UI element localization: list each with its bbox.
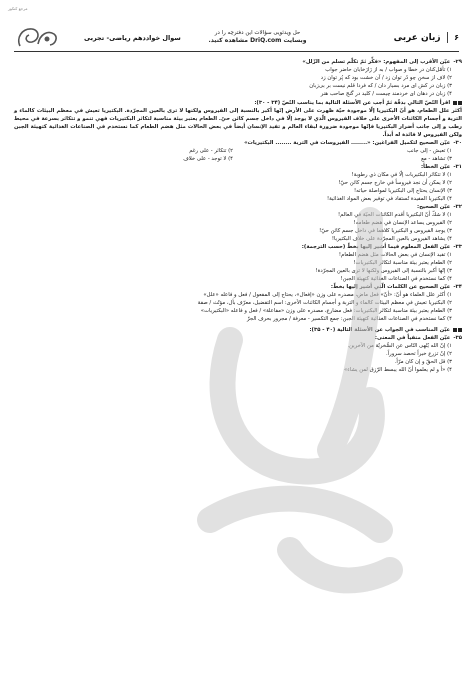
option: ۲) لاف از سخن چو دُر توان زد / آن خشت بود که پُر توان زد [320, 75, 452, 81]
option: ۱) لا شكّ أنّ البكتيريا أقدم الكائنات الحيّة في العالم! [338, 212, 452, 219]
page-header [14, 26, 459, 52]
square-bullet-icon [458, 328, 462, 332]
section-heading-2 [14, 326, 462, 334]
question-31 [14, 163, 462, 171]
option: ۱) لا تتكاثر البكتيريات إلّا في مكان ذي رطوبة! [351, 172, 452, 179]
spacer [14, 323, 462, 325]
question-33 [14, 243, 462, 251]
option: ۱) إنّ الله يُنْهى النّاس عن السُّخريّة من الآخرين. [347, 343, 452, 350]
question-text: عيّن الفعل منفياً في المعنى: [374, 335, 451, 342]
question-number: ۳۳- [453, 244, 462, 251]
option: ۴) البكتيريا المفيدة تُستفاد في توفير بعض المواد الغذائية! [326, 196, 452, 203]
exam-title: سوال خواددهم ریاضی- تجربی [84, 34, 181, 42]
question-number: ۳۴- [453, 284, 462, 291]
option: ۱) تفيد الإنسان في بعض الحالات مثل هضم الطعام! [338, 252, 452, 259]
question-number: ۳۰- [453, 140, 462, 147]
option: ۲) البكتيريا تعيش في معظم البيئات كالماء و التربة و أجسام الكائنات الأخرى: اسم التفضيل، معرّف بأل، مؤنّث / صفة [197, 300, 452, 307]
question-text: عيّن الخطأ: [421, 164, 451, 171]
option: ۳) تشاهد - مع [421, 156, 452, 163]
video-solution-note [190, 29, 325, 45]
option: ۴) لا توجد - على خلاف [183, 156, 233, 163]
question-number: ۳۵- [453, 335, 462, 342]
question-text: عيّن الفعل المعلوم فيما أشير إليها بخطّ (حسب الترجمة): [301, 244, 451, 251]
question-30 [14, 139, 462, 147]
section-heading-text: اقرأ النّصّ التالي بدقّة ثمّ أجب عن الأسئلة التالية بما يناسب النّصّ (۳۴ - ۳۰): [254, 100, 451, 106]
option: ۴) زبان در دهان ای خردمند چیست / کلید در گنج صاحب هنر [320, 91, 452, 97]
header-right [394, 32, 459, 43]
option: ۳) قل الحقّ و إن كان مرّاً. [394, 359, 452, 366]
question-34 [14, 283, 462, 291]
question-32 [14, 203, 462, 211]
reading-passage: أكثر علل الطعام، هو أنّ البكتيريا إلّا موجودة حيّة ظهرت على الأرض إنّها أكبر بالنسبة إلى الفيروس ولكنها لا ترى بالعين المجرّدة. البكتيريا تعيش في معظم البيئات كالماء و التربة و أجسام الكائنات الأخرى على خلاف الفيروس الّذي لا يوجد إلّا في داخل جسم كائن حيّ. الطعام يعتبر بيئة مناسبة لتكاثر البكتيريات فهي تنمو و تتكاثر بسرعة في محيط رطب و إلى جانب أضرار البكتيريا فإنّها موجودة ضرورة لبقاء العالم و تفيد الإنسان أيضاً في بعض الحالات مثل هضم الطعام كما نستخدم في الصناعات الغذائية كتهيئة الجبن ولكن الفيروس لا فائدة له أبداً. [14, 108, 462, 139]
square-bullet-icon [458, 101, 462, 105]
square-bullet-icon [453, 328, 457, 332]
option: ۱) تأمّل‌کنان در خطا و صواب / به از ژاژخایان حاضر جواب [325, 67, 452, 73]
option: ۲) الطعام يعتبر بيئة مناسبة لتكاثر البكتيريات! [353, 260, 452, 267]
question-text: عيّن الأقرب إلى المفهوم: «فكِّر ثمّ تكلّم تسلم من الزّلل» [302, 59, 451, 65]
option: ۳) الطعام يعتبر بيئة مناسبة لتكاثر البكتيريات: فعل مضارع، مصدره على وزن «مفاعلة» / فعل و فاعله «البكتيريات» [200, 308, 452, 315]
header-divider [447, 32, 449, 43]
option: ۳) زبان در کش ای مرد بسیار دان / که فردا قلم نیست بر بی‌زبان [309, 83, 452, 89]
option: ۳) يوجد الفيروس و البكتيريا كلاهما في داخل جسم كائن حيّ! [319, 228, 452, 235]
top-caption: مرجع کنکور [8, 6, 28, 11]
option: ۴) كما نستخدم في الصناعات الغذائية كتهيئة الجبن: جمع التكسير - معرفة / مجرور بحرف الجرّ [246, 316, 452, 323]
section-heading-1 [14, 99, 462, 107]
question-number: ۳۱- [453, 164, 462, 171]
question-text: عيّن الصحيح لتكميل الفراغين: «........ الفيروسات في التربة ........ البكتيريات» [244, 140, 451, 147]
subject-title: زبان عربی [393, 32, 441, 43]
option: ۲) الفيروس يساعد الإنسان في هضم طعامه! [353, 220, 452, 227]
option: ۱) أكثر علل العلماء هو أنّ: «أنّ» فعل ماض، مصدره على وزن «إفعال»، يحتاج إلى المفعول / فعل و فاعله «علل» [203, 292, 452, 299]
option: ۴) كما نستخدم في الصناعات الغذائية كتهيئة الجبن! [340, 276, 452, 283]
question-29 [14, 58, 462, 66]
note-line-2: وبسایت DriQ.com مشاهده کنید. [208, 37, 307, 44]
option: ۳) إنّها أكبر بالنسبة إلى الفيروس ولكنها لا ترى بالعين المجرّدة! [315, 268, 452, 275]
option: ۱) تعيش - إلى جانب [406, 148, 452, 155]
options-grid [14, 147, 462, 163]
square-bullet-icon [453, 101, 457, 105]
question-text: عيّن الصحيح عن الكلمات الّتي أشير إليها بخطّ: [330, 284, 451, 291]
option: ۲) إنْ تزرع خيراً تحصد سروراً. [386, 351, 452, 358]
question-35 [14, 334, 462, 342]
question-number: ۳۲- [453, 204, 462, 211]
note-line-1: حل ویدئویی سؤالات این دفترچه را در [214, 30, 301, 36]
option: ۲) لا يمكن أن نجد فيروساً في خارج جسم كائن حيّ! [338, 180, 452, 187]
questions-area [14, 58, 462, 374]
header-rule [14, 51, 459, 52]
option: ۲) تتكاثر - على رغم [189, 148, 233, 155]
question-text: عيّن الصحيح: [416, 204, 451, 211]
option: ۴) «أ و لم يعلموا أنّ الله يبسط الرّزق لمن يشاء» [343, 367, 452, 374]
section-heading-text: عيّن المناسب في الجواب عن الأسئلة التالية (۴۰ - ۳۵): [309, 327, 451, 334]
question-number: ۲۹- [453, 59, 462, 65]
page-number: ۶ [454, 33, 459, 42]
option: ۴) يشاهد الفيروس بالعين المجرّدة على خلاف البكتيريا! [331, 236, 452, 243]
publisher-logo-icon [14, 24, 62, 52]
option: ۳) الإنسان يحتاج إلى البكتيريا لمواصلة حياته! [354, 188, 452, 195]
